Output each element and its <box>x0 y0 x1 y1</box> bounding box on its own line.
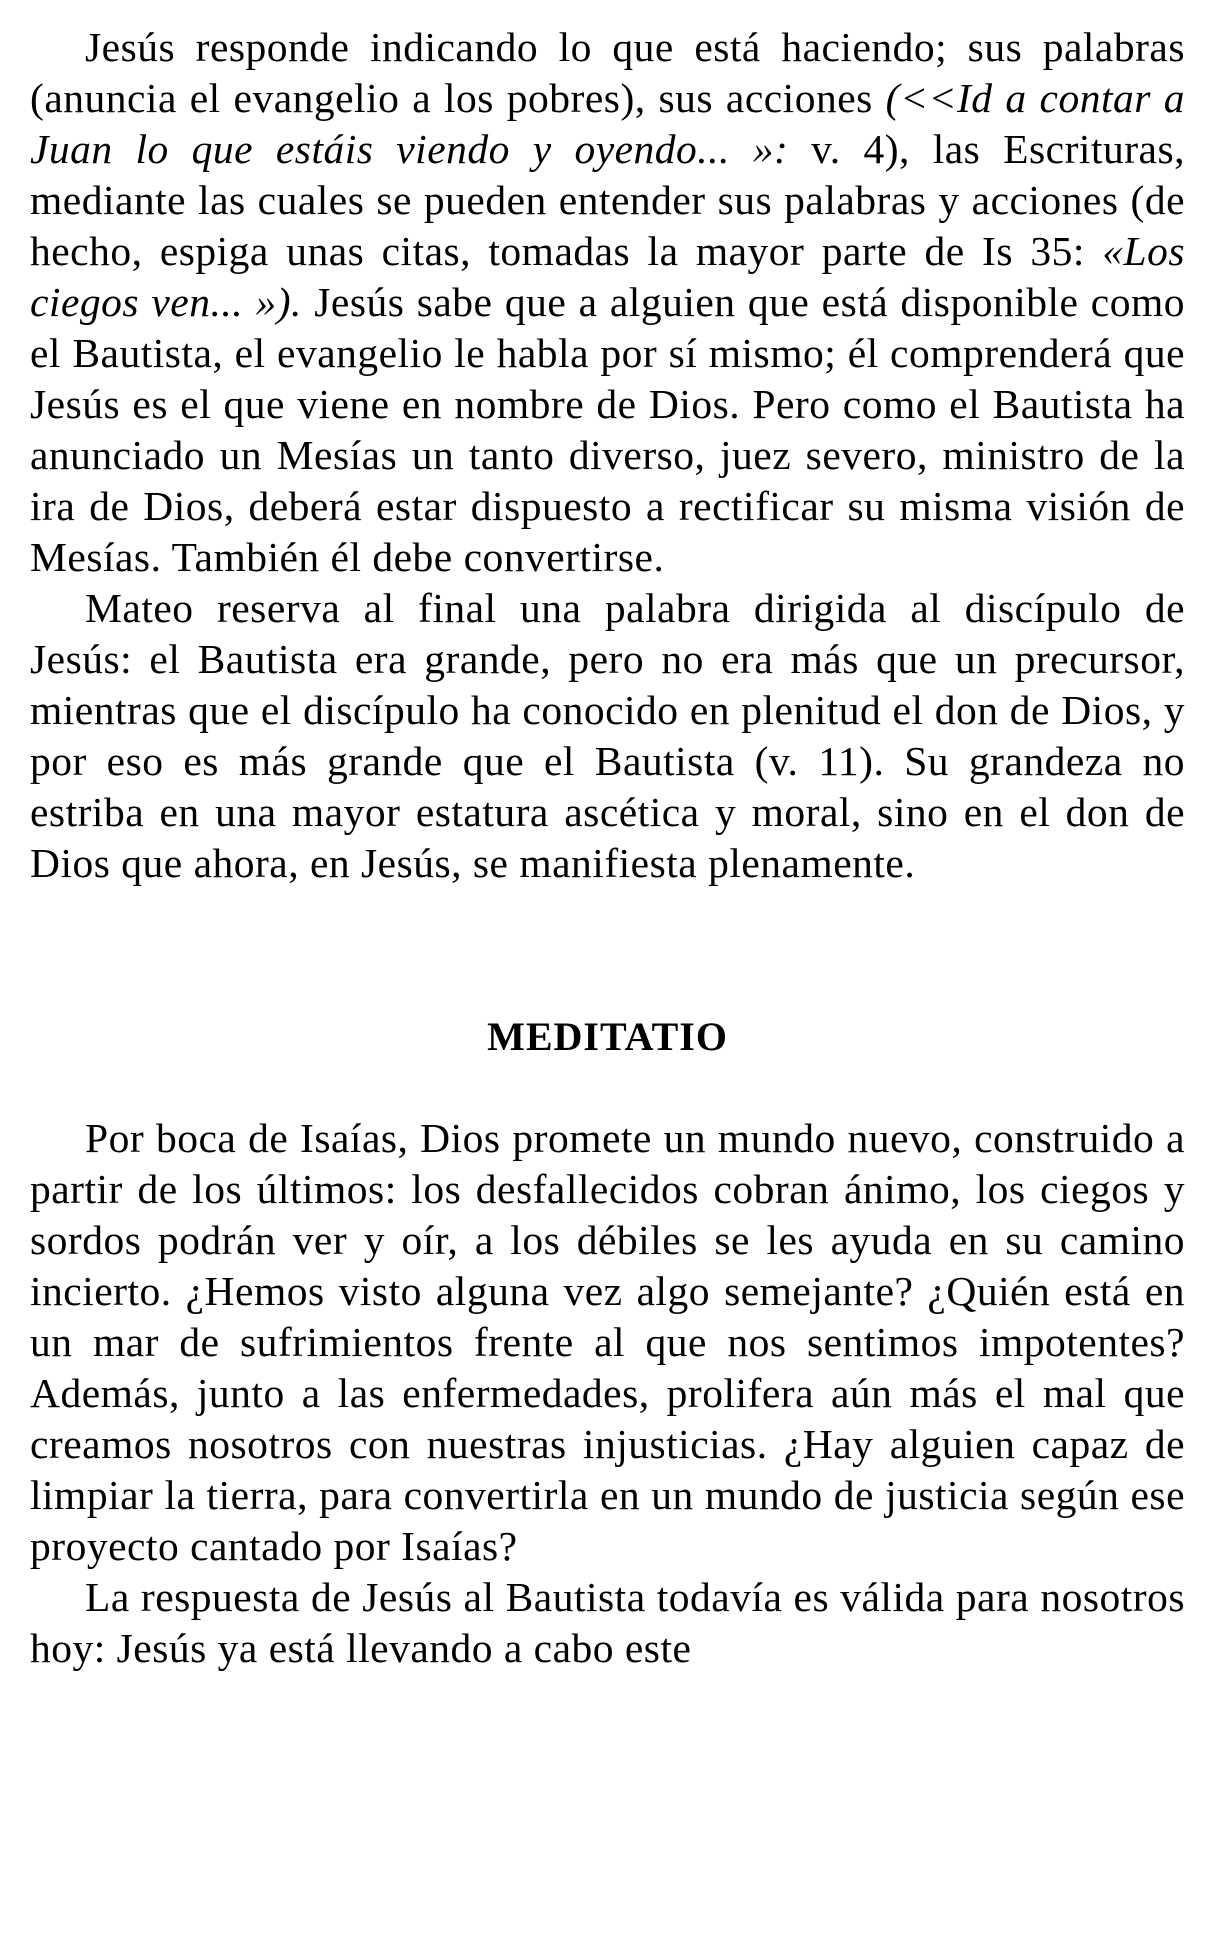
section-spacer <box>30 889 1185 1011</box>
section-spacer <box>30 1062 1185 1113</box>
paragraph-por-boca-de-isaias: Por boca de Isaías, Dios promete un mundo nuevo, construido a partir de los últimos: los desfallecidos cobran ánimo, los ciegos y sordos podrán ver y oír, a los débiles se les ayuda en su camino incierto. ¿Hemos visto alguna vez algo semejante? ¿Quién está en un mar de sufrimientos frente al que nos sentimos impotentes? Además, junto a las enfermedades, prolifera aún más el mal que creamos nosotros con nuestras injusticias. ¿Hay alguien capaz de limpiar la tierra, para convertirla en un mundo de justicia según ese proyecto cantado por Isaías? <box>30 1115 1185 1569</box>
paragraph-text: Jesús sabe que a alguien que está disponible como el Bautista, el evangelio le habla por sí mismo; él comprenderá que Jesús es el que viene en nombre de Dios. Pero como el Bautista ha anunciado un Mesías un tanto diverso, juez severo, ministro de la ira de Dios, deberá estar dispuesto a rectificar su misma visión de Mesías. También él debe convertirse. <box>30 279 1185 580</box>
paragraph-la-respuesta: La respuesta de Jesús al Bautista todavía es válida para nosotros hoy: Jesús ya está llevando a cabo este <box>30 1574 1185 1671</box>
paragraph-text: v. 4), las Escrituras, mediante las cuales se pueden entender sus palabras y acciones (de hecho, espiga unas citas, tomadas la mayor parte de Is 35: <box>30 126 1185 274</box>
quote-los-ciegos: «Los ciegos ven... »). <box>30 228 1185 325</box>
quote-id-a-contar: (<<Id a contar a Juan lo que estáis viendo y oyendo... »: <box>30 75 1185 172</box>
paragraph-jesus-responde <box>30 22 1185 583</box>
paragraph-text: Jesús responde indicando lo que está haciendo; sus palabras (anuncia el evangelio a los pobres), sus acciones <box>30 24 1185 121</box>
paragraph-mateo-reserva: Mateo reserva al final una palabra dirigida al discípulo de Jesús: el Bautista era grande, pero no era más que un precursor, mientras que el discípulo ha conocido en plenitud el don de Dios, y por eso es más grande que el Bautista (v. 11). Su grandeza no estriba en una mayor estatura ascética y moral, sino en el don de Dios que ahora, en Jesús, se manifiesta plenamente. <box>30 585 1185 886</box>
book-page <box>30 22 1185 1674</box>
section-title-meditatio: MEDITATIO <box>487 1014 728 1059</box>
